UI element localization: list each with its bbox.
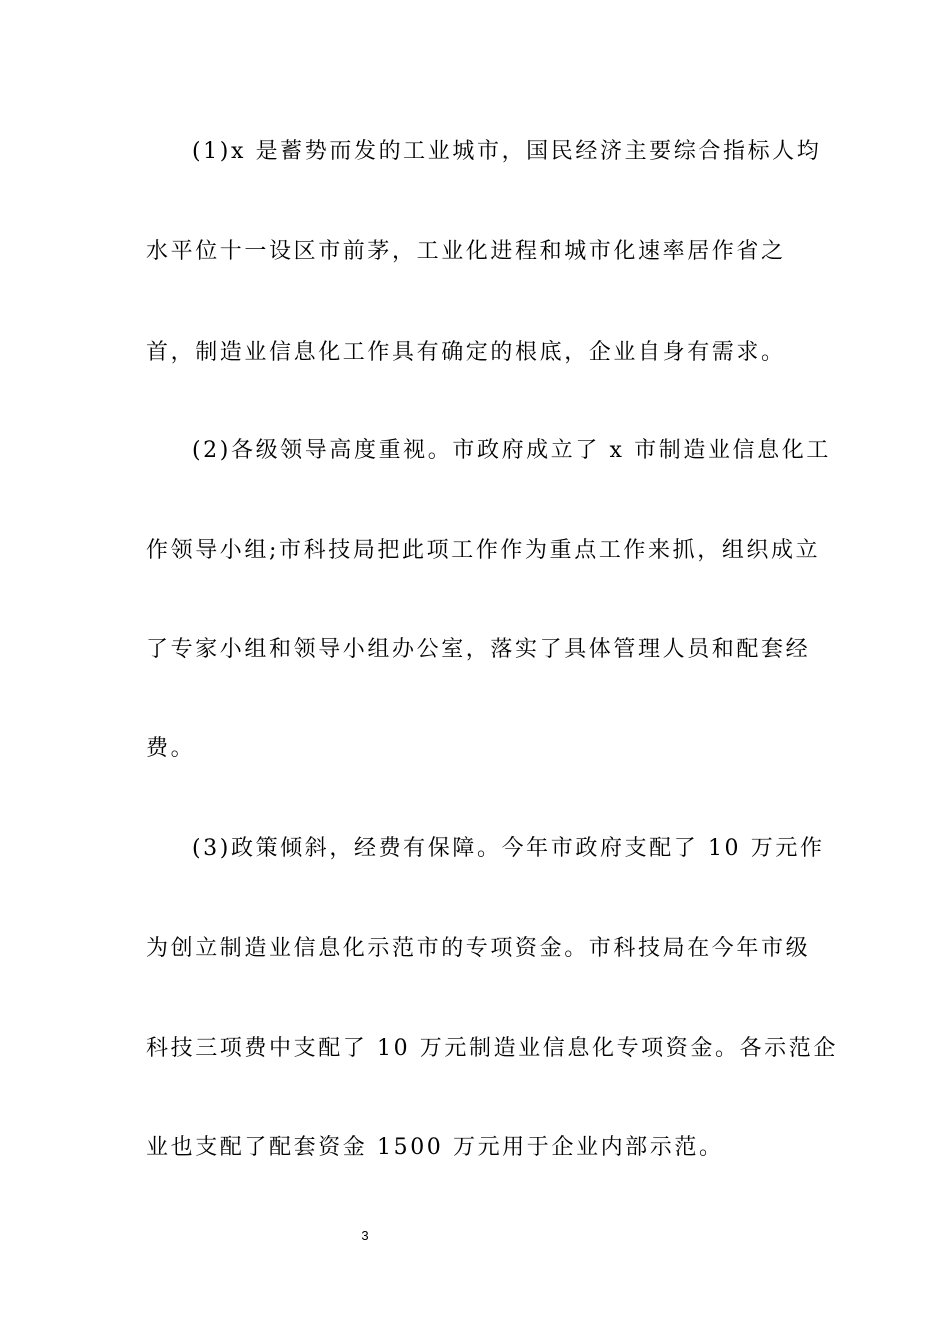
paragraph-1-line-1: (1)x 是蓄势而发的工业城市，国民经济主要综合指标人均	[192, 139, 822, 164]
page-number: 3	[361, 1228, 369, 1243]
paragraph-1-line-3: 首，制造业信息化工作具有确定的根底，企业自身有需求。	[146, 340, 786, 365]
paragraph-2-line-2: 作领导小组;市科技局把此项工作作为重点工作来抓，组织成立	[146, 538, 821, 563]
paragraph-2-line-4: 费。	[146, 736, 196, 761]
paragraph-3-line-3: 科技三项费中支配了 10 万元制造业信息化专项资金。各示范企	[146, 1036, 838, 1061]
paragraph-1-line-2: 水平位十一设区市前茅，工业化进程和城市化速率居作省之	[146, 239, 786, 264]
paragraph-3-line-2: 为创立制造业信息化示范市的专项资金。市科技局在今年市级	[146, 936, 811, 961]
paragraph-3-line-1: (3)政策倾斜，经费有保障。今年市政府支配了 10 万元作	[192, 836, 825, 861]
paragraph-3-line-4: 业也支配了配套资金 1500 万元用于企业内部示范。	[146, 1135, 724, 1160]
paragraph-2-line-3: 了专家小组和领导小组办公室，落实了具体管理人员和配套经	[146, 637, 811, 662]
paragraph-2-line-1: (2)各级领导高度重视。市政府成立了 x 市制造业信息化工	[192, 438, 831, 463]
